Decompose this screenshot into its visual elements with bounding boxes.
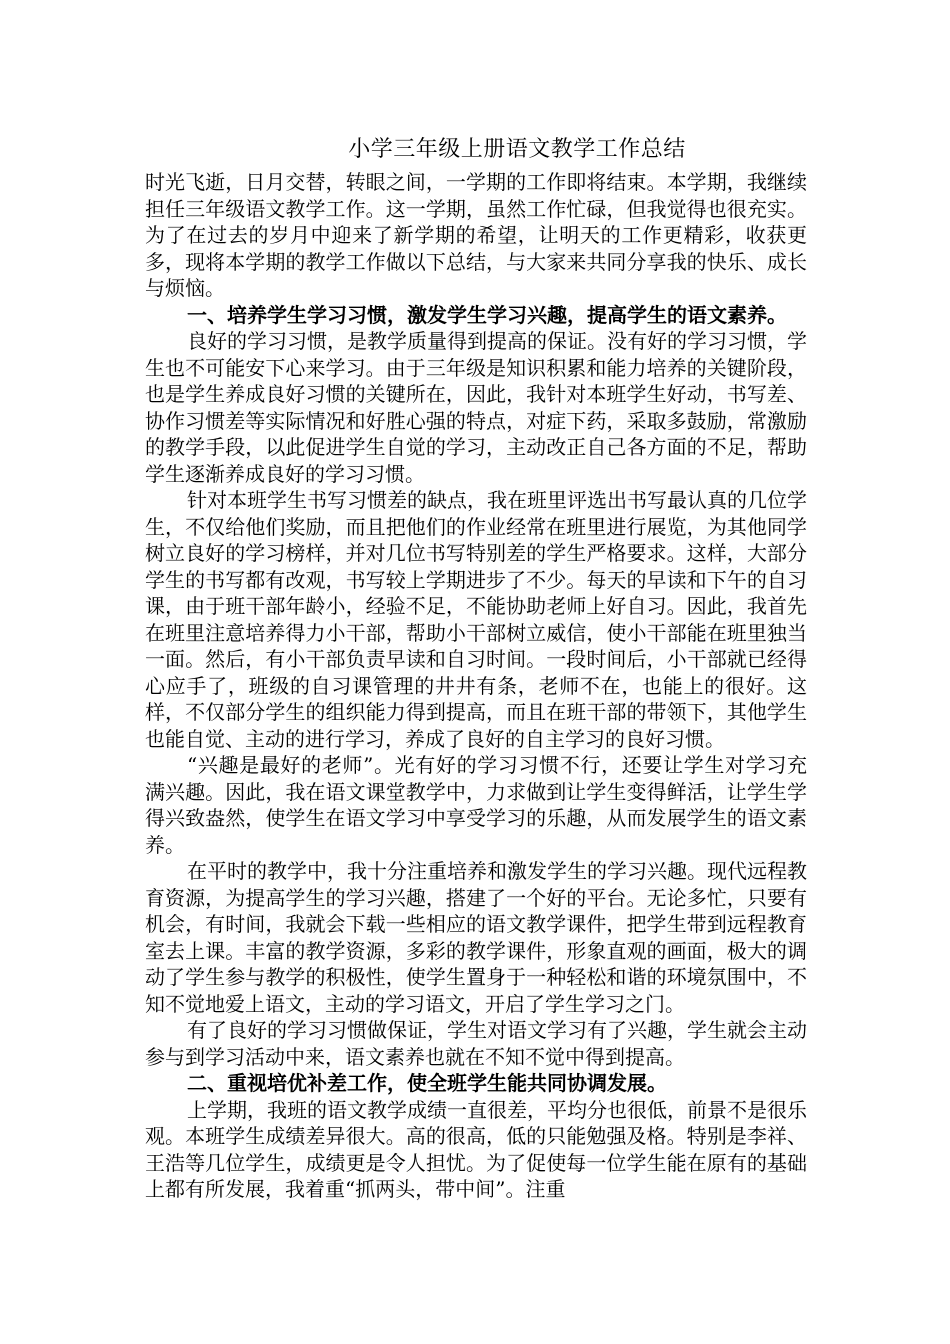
body-paragraph: “兴趣是最好的老师”。光有好的学习习惯不行，还要让学生对学习充满兴趣。因此，我在语文课堂教学中，力求做到让学生变得鲜活，让学生学得兴致盎然，使学生在语文学习中享受学习的乐趣，从而发展学生的语文素养。 xyxy=(145,753,807,857)
body-paragraph: 有了良好的学习习惯做保证，学生对语文学习有了兴趣，学生就会主动参与到学习活动中来，语文素养也就在不知不觉中得到提高。 xyxy=(145,1018,807,1069)
document-page xyxy=(145,135,807,1203)
section-heading-2: 二、重视培优补差工作，使全班学生能共同协调发展。 xyxy=(187,1071,667,1095)
document-title: 小学三年级上册语文教学工作总结 xyxy=(348,137,686,162)
body-paragraph: 良好的学习习惯，是教学质量得到提高的保证。没有好的学习习惯，学生也不可能安下心来学习。由于三年级是知识积累和能力培养的关键阶段，也是学生养成良好习惯的关键所在，因此，我针对本班学生好动，书写差、协作习惯差等实际情况和好胜心强的特点，对症下药，采取多鼓励，常激励的教学手段，以此促进学生自觉的学习，主动改正自己各方面的不足，帮助学生逐渐养成良好的学习习惯。 xyxy=(145,329,807,486)
body-paragraph: 针对本班学生书写习惯差的缺点，我在班里评选出书写最认真的几位学生，不仅给他们奖励，而且把他们的作业经常在班里进行展览，为其他同学树立良好的学习榜样，并对几位书写特别差的学生严格要求。这样，大部分学生的书写都有改观，书写较上学期进步了不少。每天的早读和下午的自习课，由于班干部年龄小，经验不足，不能协助老师上好自习。因此，我首先在班里注意培养得力小干部，帮助小干部树立威信，使小干部能在班里独当一面。然后，有小干部负责早读和自习时间。一段时间后，小干部就已经得心应手了，班级的自习课管理的井井有条，老师不在，也能上的很好。这样，不仅部分学生的组织能力得到提高，而且在班干部的带领下，其他学生也能自觉、主动的进行学习，养成了良好的自主学习的良好习惯。 xyxy=(145,488,807,751)
body-paragraph: 上学期，我班的语文教学成绩一直很差，平均分也很低，前景不是很乐观。本班学生成绩差异很大。高的很高，低的只能勉强及格。特别是李祥、王浩等几位学生，成绩更是令人担忧。为了促使每一位学生能在原有的基础上都有所发展，我着重“抓两头，带中间”。注重 xyxy=(145,1097,807,1201)
body-paragraph: 在平时的教学中，我十分注重培养和激发学生的学习兴趣。现代远程教育资源，为提高学生的学习兴趣，搭建了一个好的平台。无论多忙，只要有机会，有时间，我就会下载一些相应的语文教学课件，把学生带到远程教育室去上课。丰富的教学资源，多彩的教学课件，形象直观的画面，极大的调动了学生参与教学的积极性，使学生置身于一种轻松和谐的环境氛围中，不知不觉地爱上语文，主动的学习语文，开启了学生学习之门。 xyxy=(145,859,807,1016)
intro-paragraph: 时光飞逝，日月交替，转眼之间，一学期的工作即将结束。本学期，我继续担任三年级语文教学工作。这一学期，虽然工作忙碌，但我觉得也很充实。为了在过去的岁月中迎来了新学期的希望，让明天的工作更精彩，收获更多，现将本学期的教学工作做以下总结，与大家来共同分享我的快乐、成长与烦恼。 xyxy=(145,170,807,300)
section-heading-1: 一、培养学生学习习惯，激发学生学习兴趣，提高学生的语文素养。 xyxy=(187,302,787,327)
